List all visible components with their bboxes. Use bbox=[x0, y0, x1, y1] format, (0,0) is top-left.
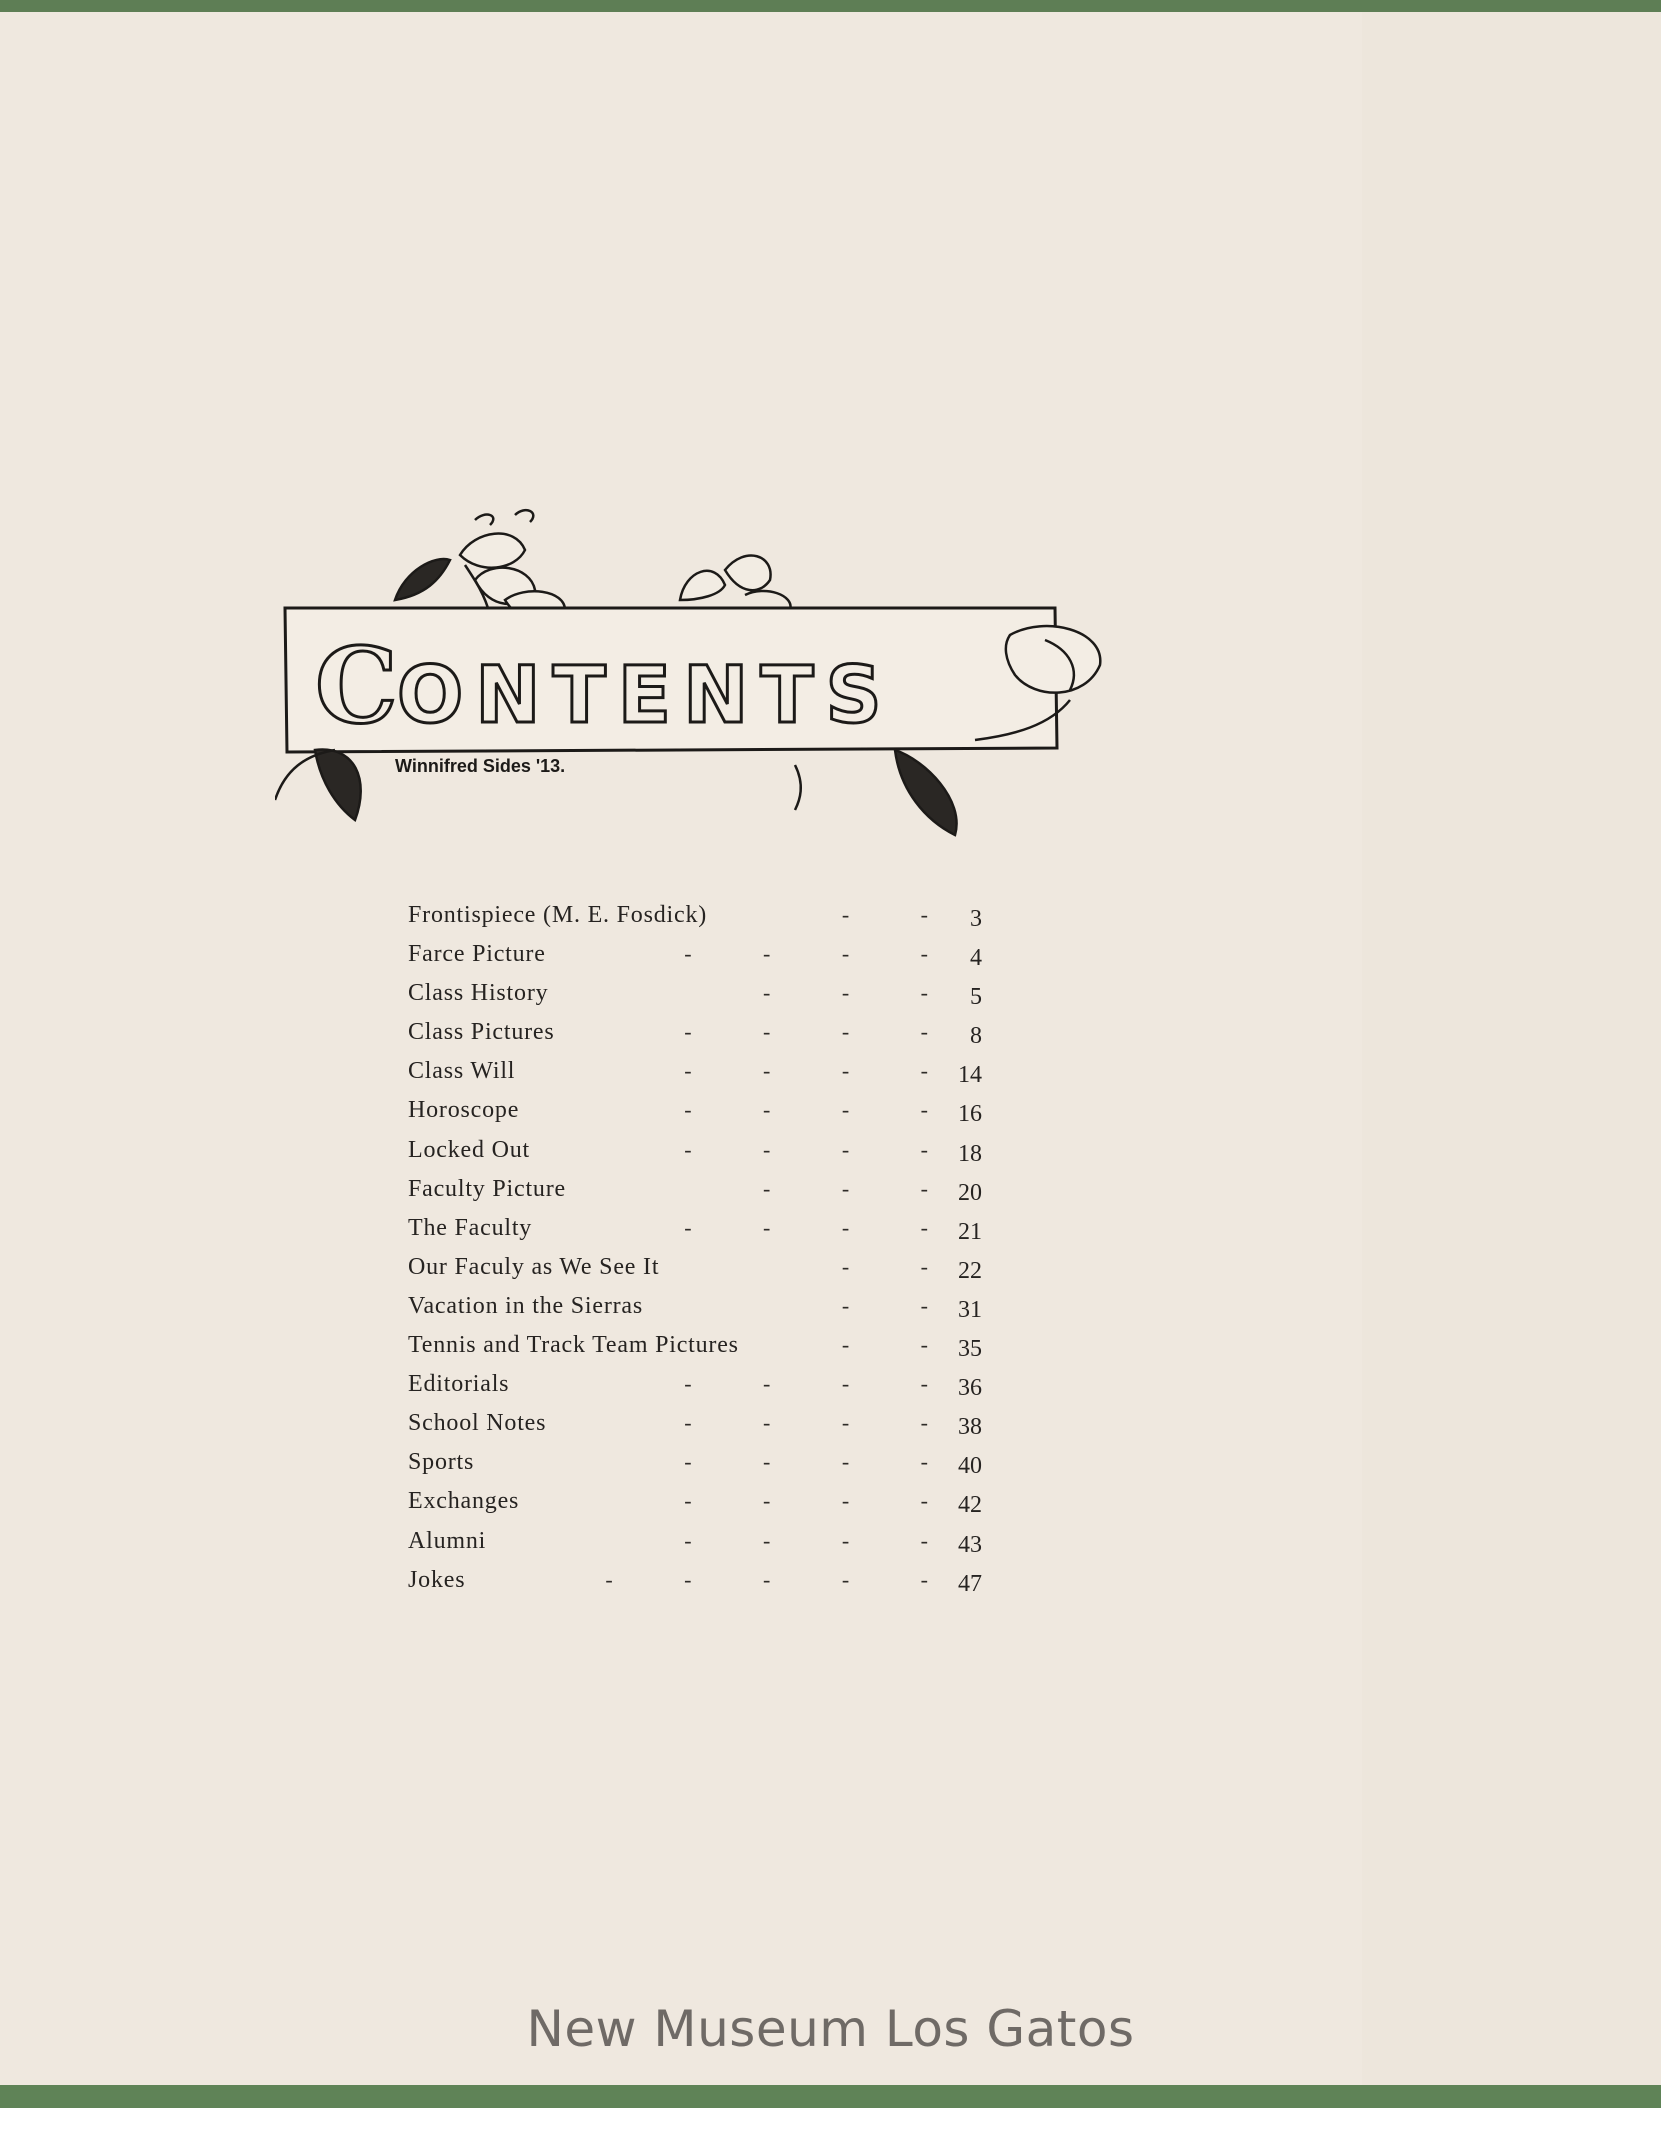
toc-leader-dashes: - - - - bbox=[684, 1058, 928, 1084]
toc-leader-dashes: - - - - - bbox=[605, 1566, 928, 1592]
toc-page-number: 22 bbox=[958, 1257, 982, 1284]
toc-leader-dashes: - - - bbox=[763, 1175, 928, 1201]
toc-entry bbox=[408, 1250, 1008, 1289]
watermark: New Museum Los Gatos bbox=[526, 2000, 1135, 2058]
toc-entry bbox=[408, 1563, 1008, 1602]
toc-entry-title: Farce Picture bbox=[408, 941, 546, 968]
toc-entry-title: School Notes bbox=[408, 1410, 547, 1437]
toc-page-number: 36 bbox=[958, 1375, 982, 1402]
toc-entry-title: Locked Out bbox=[408, 1136, 530, 1163]
table-of-contents bbox=[408, 898, 1008, 1602]
scan-margin bbox=[0, 2108, 1661, 2152]
toc-entry-title: Editorials bbox=[408, 1371, 510, 1398]
toc-entry-title: Tennis and Track Team Pictures bbox=[408, 1332, 739, 1359]
toc-entry bbox=[408, 1328, 1008, 1367]
toc-leader-dashes: - - - - bbox=[684, 1410, 928, 1436]
toc-page-number: 4 bbox=[970, 945, 982, 972]
toc-leader-dashes: - - - - bbox=[684, 1214, 928, 1240]
svg-text:ONTENTS: ONTENTS bbox=[397, 651, 894, 741]
toc-entry-title: Frontispiece (M. E. Fosdick) bbox=[408, 902, 708, 928]
toc-page-number: 14 bbox=[958, 1062, 982, 1089]
toc-entry-title: Exchanges bbox=[408, 1488, 520, 1515]
toc-leader-dashes: - - - - bbox=[684, 1488, 928, 1514]
toc-leader-dashes: - - bbox=[841, 902, 928, 927]
toc-page-number: 16 bbox=[958, 1101, 982, 1128]
toc-leader-dashes: - - - bbox=[763, 980, 928, 1006]
toc-leader-dashes: - - - - bbox=[684, 1449, 928, 1475]
toc-leader-dashes: - - bbox=[841, 1292, 928, 1318]
toc-leader-dashes: - - - - bbox=[684, 1371, 928, 1397]
toc-page-number: 38 bbox=[958, 1414, 982, 1441]
toc-page-number: 47 bbox=[958, 1570, 982, 1597]
toc-entry bbox=[408, 1093, 1008, 1132]
toc-entry-title: Jokes bbox=[408, 1566, 466, 1593]
toc-page-number: 40 bbox=[958, 1453, 982, 1480]
artist-signature: Winnifred Sides '13. bbox=[395, 756, 566, 776]
toc-entry-title: Class Pictures bbox=[408, 1019, 555, 1046]
right-page bbox=[1362, 12, 1661, 2092]
toc-entry bbox=[408, 898, 1008, 937]
toc-entry bbox=[408, 1054, 1008, 1093]
toc-entry-title: Our Faculy as We See It bbox=[408, 1253, 660, 1280]
toc-entry-title: Faculty Picture bbox=[408, 1175, 566, 1202]
toc-entry bbox=[408, 1211, 1008, 1250]
toc-page-number: 43 bbox=[958, 1531, 982, 1558]
toc-page-number: 42 bbox=[958, 1492, 982, 1519]
toc-entry-title: Class Will bbox=[408, 1058, 516, 1085]
cover-edge-bottom bbox=[0, 2085, 1661, 2109]
toc-entry bbox=[408, 1015, 1008, 1054]
toc-entry bbox=[408, 1172, 1008, 1211]
toc-entry-title: Class History bbox=[408, 980, 549, 1007]
toc-page-number: 31 bbox=[958, 1296, 982, 1323]
toc-leader-dashes: - - - - bbox=[684, 1527, 928, 1553]
toc-entry-title: The Faculty bbox=[408, 1214, 533, 1241]
toc-leader-dashes: - - bbox=[841, 1253, 928, 1279]
toc-page-number: 21 bbox=[958, 1218, 982, 1245]
toc-page-number: 5 bbox=[970, 984, 982, 1011]
toc-leader-dashes: - - - - bbox=[684, 941, 928, 967]
toc-entry-title: Sports bbox=[408, 1449, 475, 1476]
toc-entry-title: Alumni bbox=[408, 1527, 487, 1554]
toc-page-number: 35 bbox=[958, 1336, 982, 1363]
toc-entry-title: Horoscope bbox=[408, 1097, 520, 1124]
toc-entry bbox=[408, 1406, 1008, 1445]
toc-page-number: 3 bbox=[970, 906, 982, 932]
toc-entry bbox=[408, 937, 1008, 976]
toc-leader-dashes: - - - - bbox=[684, 1136, 928, 1162]
toc-page-number: 20 bbox=[958, 1179, 982, 1206]
toc-entry bbox=[408, 1524, 1008, 1563]
contents-banner-illustration bbox=[275, 500, 1125, 850]
toc-entry bbox=[408, 1367, 1008, 1406]
toc-page-number: 8 bbox=[970, 1023, 982, 1050]
toc-entry bbox=[408, 976, 1008, 1015]
toc-leader-dashes: - - - - bbox=[684, 1097, 928, 1123]
toc-entry bbox=[408, 1133, 1008, 1172]
toc-entry bbox=[408, 1289, 1008, 1328]
toc-entry bbox=[408, 1445, 1008, 1484]
toc-page-number: 18 bbox=[958, 1140, 982, 1167]
toc-leader-dashes: - - bbox=[841, 1332, 928, 1358]
toc-leader-dashes: - - - - bbox=[684, 1019, 928, 1045]
toc-entry-title: Vacation in the Sierras bbox=[408, 1292, 643, 1319]
toc-entry bbox=[408, 1484, 1008, 1523]
svg-text:C: C bbox=[315, 624, 406, 747]
